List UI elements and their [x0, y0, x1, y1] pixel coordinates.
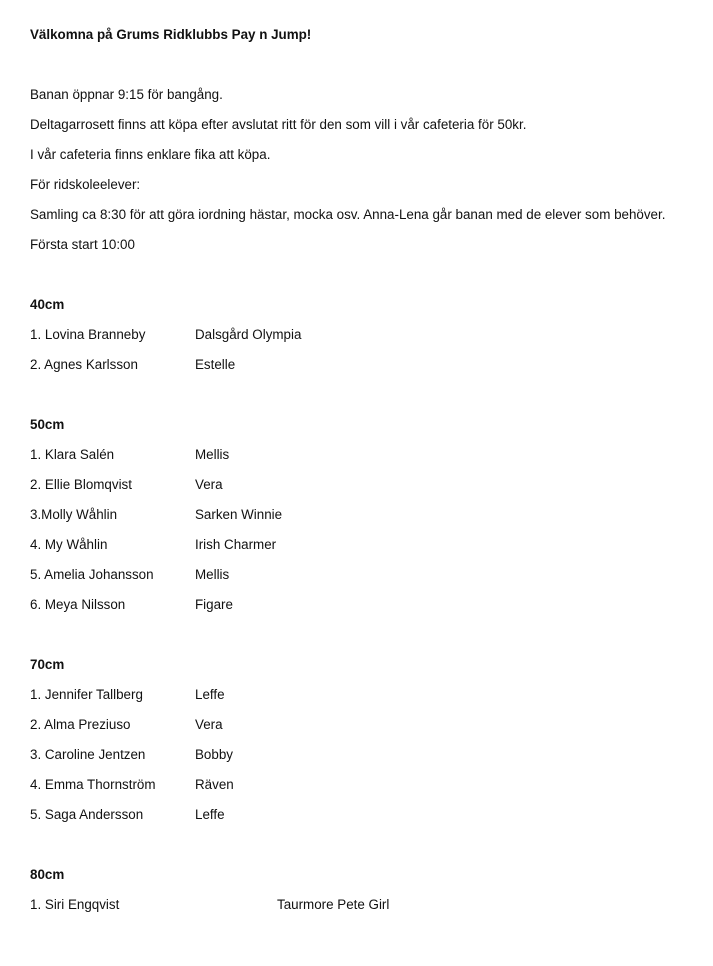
class-section-70cm [30, 656, 700, 836]
document-title: Välkomna på Grums Ridklubbs Pay n Jump! [30, 27, 312, 42]
class-heading: 80cm [30, 867, 65, 882]
class-heading: 40cm [30, 297, 65, 312]
entry-row [30, 746, 700, 776]
entry-row [30, 506, 700, 536]
entry-row [30, 596, 700, 626]
entry-row [30, 326, 700, 356]
entry-row [30, 776, 700, 806]
horse-name: Bobby [195, 747, 233, 762]
info-line-first-start: Första start 10:00 [30, 237, 135, 252]
document-page [30, 26, 700, 926]
horse-name: Vera [195, 477, 223, 492]
rider-name: 1. Lovina Branneby [30, 327, 146, 342]
rider-name: 3.Molly Wåhlin [30, 507, 118, 522]
spacer [30, 836, 700, 866]
info-line-riding-school: För ridskoleelever: [30, 177, 141, 192]
horse-name: Figare [195, 597, 233, 612]
info-line-opening: Banan öppnar 9:15 för bangång. [30, 87, 223, 102]
entry-row [30, 356, 700, 386]
horse-name: Mellis [195, 567, 230, 582]
rider-name: 1. Jennifer Tallberg [30, 687, 143, 702]
entry-row [30, 686, 700, 716]
entry-row [30, 806, 700, 836]
entry-row [30, 446, 700, 476]
spacer [30, 626, 700, 656]
info-line-rosette: Deltagarrosett finns att köpa efter avslutat ritt för den som vill i vår cafeteria för 50kr. [30, 117, 527, 132]
horse-name: Dalsgård Olympia [195, 327, 302, 342]
rider-name: 3. Caroline Jentzen [30, 747, 146, 762]
entry-row [30, 566, 700, 596]
horse-name: Irish Charmer [195, 537, 277, 552]
rider-name: 2. Agnes Karlsson [30, 357, 138, 372]
entry-row [30, 476, 700, 506]
spacer [30, 266, 700, 296]
rider-name: 6. Meya Nilsson [30, 597, 126, 612]
info-line-gathering: Samling ca 8:30 för att göra iordning hästar, mocka osv. Anna-Lena går banan med de elever som behöver. [30, 207, 666, 222]
spacer [30, 386, 700, 416]
info-line-cafeteria: I vår cafeteria finns enklare fika att köpa. [30, 147, 271, 162]
entry-row [30, 536, 700, 566]
class-section-40cm [30, 296, 700, 386]
horse-name: Sarken Winnie [195, 507, 283, 522]
info-section [30, 86, 700, 266]
rider-name: 5. Amelia Johansson [30, 567, 154, 582]
horse-name: Taurmore Pete Girl [277, 897, 390, 912]
horse-name: Leffe [195, 807, 225, 822]
horse-name: Estelle [195, 357, 236, 372]
rider-name: 2. Ellie Blomqvist [30, 477, 132, 492]
rider-name: 2. Alma Preziuso [30, 717, 131, 732]
rider-name: 5. Saga Andersson [30, 807, 144, 822]
rider-name: 1. Siri Engqvist [30, 897, 120, 912]
class-heading: 70cm [30, 657, 65, 672]
horse-name: Leffe [195, 687, 225, 702]
rider-name: 4. My Wåhlin [30, 537, 108, 552]
entry-row [30, 896, 700, 926]
horse-name: Vera [195, 717, 223, 732]
class-heading: 50cm [30, 417, 65, 432]
class-section-50cm [30, 416, 700, 626]
class-section-80cm [30, 866, 700, 926]
entry-row [30, 716, 700, 746]
rider-name: 4. Emma Thornström [30, 777, 156, 792]
rider-name: 1. Klara Salén [30, 447, 115, 462]
horse-name: Mellis [195, 447, 230, 462]
horse-name: Räven [195, 777, 234, 792]
